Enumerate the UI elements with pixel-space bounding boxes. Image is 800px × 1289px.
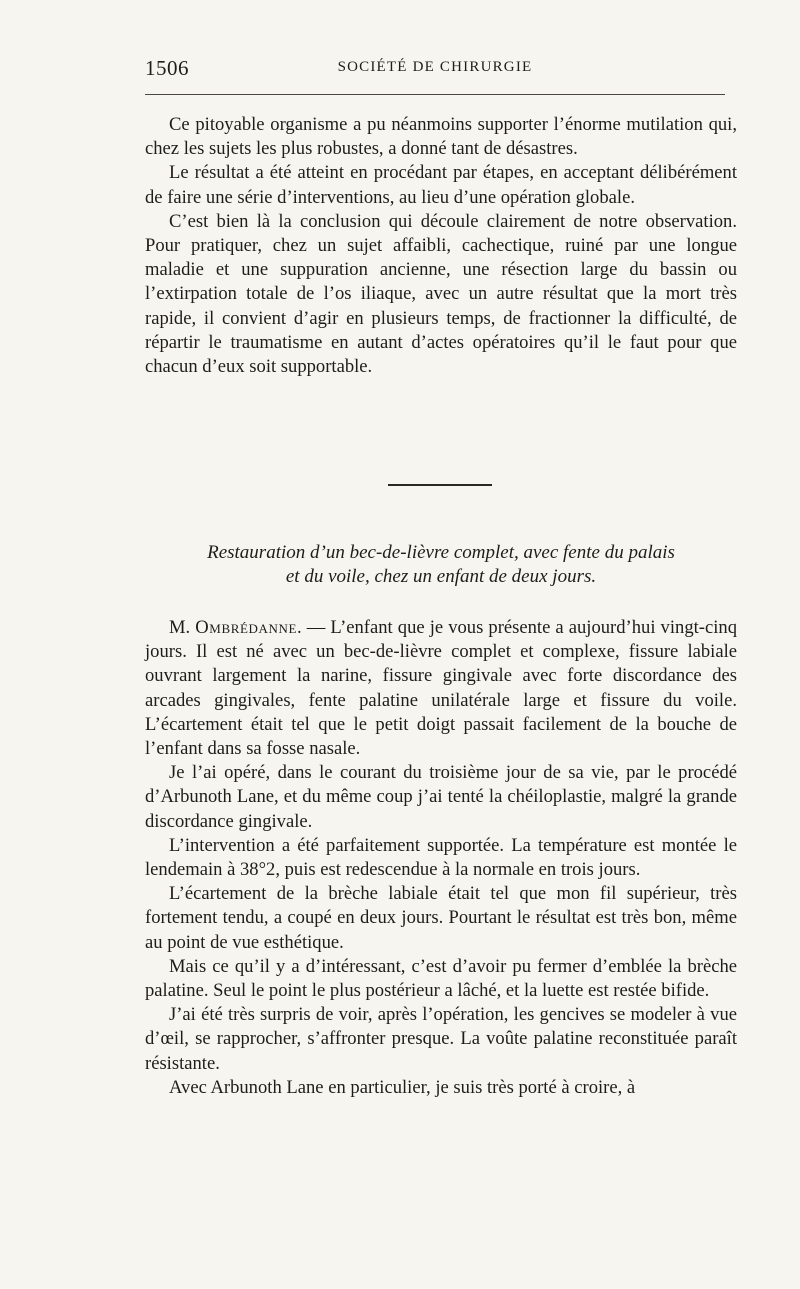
paragraph: Le résultat a été atteint en procédant par étapes, en acceptant délibérément de faire une série d’interventions, au lieu d’une opération globale. [145, 162, 737, 208]
author-name: Ombrédanne [195, 617, 298, 638]
paragraph: Mais ce qu’il y a d’intéressant, c’est d’avoir pu fermer d’emblée la brèche palatine. Seul le point le plus postérieur a lâché, et la luette est restée bifide. [145, 955, 737, 1002]
page-header [145, 56, 725, 82]
paragraph: L’écartement de la brèche labiale était tel que mon fil supérieur, très fortement tendu, a coupé en deux jours. Pourtant le résultat est très bon, même au point de vue esthétique. [145, 883, 737, 953]
header-rule [145, 94, 725, 95]
section-two-text [145, 616, 737, 1100]
first-paragraph-text: . — L’enfant que je vous présente a aujourd’hui vingt-cinq jours. Il est né avec un bec-de-lièvre complet et complexe, fissure labiale ouvrant largement la narine, fissure gingivale avec forte discordance des arcades gingivales, fente palatine unilatérale large et fissure du voile. L’écartement était tel que le petit doigt passait facilement de la bouche de l’enfant dans sa fosse nasale. [145, 617, 737, 760]
paragraph: Je l’ai opéré, dans le courant du troisième jour de sa vie, par le procédé d’Arbunoth Lane, et du même coup j’ai tenté la chéiloplastie, malgré la grande discordance gingivale. [145, 762, 737, 832]
page-number: 1506 [145, 56, 189, 80]
paragraph: C’est bien là la conclusion qui découle clairement de notre observation. Pour pratiquer, chez un sujet affaibli, cachectique, ruiné par une longue maladie et une suppuration ancienne, une résection large du bassin ou l’extirpation totale de l’os iliaque, avec un autre résultat que la mort très rapide, il convient d’agir en plusieurs temps, de fractionner la difficulté, de répartir le traumatisme en autant d’actes opératoires qu’il le faut pour que chacun d’eux soit supportable. [145, 210, 737, 378]
paragraph-first [145, 616, 737, 761]
section-heading-line-2: et du voile, chez un enfant de deux jours. [285, 566, 597, 587]
section-heading-line-1: Restauration d’un bec-de-lièvre complet, avec fente du palais [207, 542, 675, 563]
section-one-text [145, 113, 737, 379]
section-heading [145, 541, 737, 589]
paragraph: J’ai été très surpris de voir, après l’opération, les gencives se modeler à vue d’œil, se rapprocher, s’affronter presque. La voûte palatine reconstituée paraît résistante. [145, 1004, 737, 1074]
running-title: SOCIÉTÉ DE CHIRURGIE [337, 59, 533, 75]
section-divider [388, 484, 492, 486]
paragraph: Avec Arbunoth Lane en particulier, je suis très porté à croire, à [169, 1076, 636, 1098]
paragraph: Ce pitoyable organisme a pu néanmoins supporter l’énorme mutilation qui, chez les sujets les plus robustes, a donné tant de désastres. [145, 114, 737, 160]
paragraph: L’intervention a été parfaitement supportée. La température est montée le lendemain à 38°2, puis est redescendue à la normale en trois jours. [145, 834, 737, 881]
author-prefix: M. [169, 617, 196, 638]
